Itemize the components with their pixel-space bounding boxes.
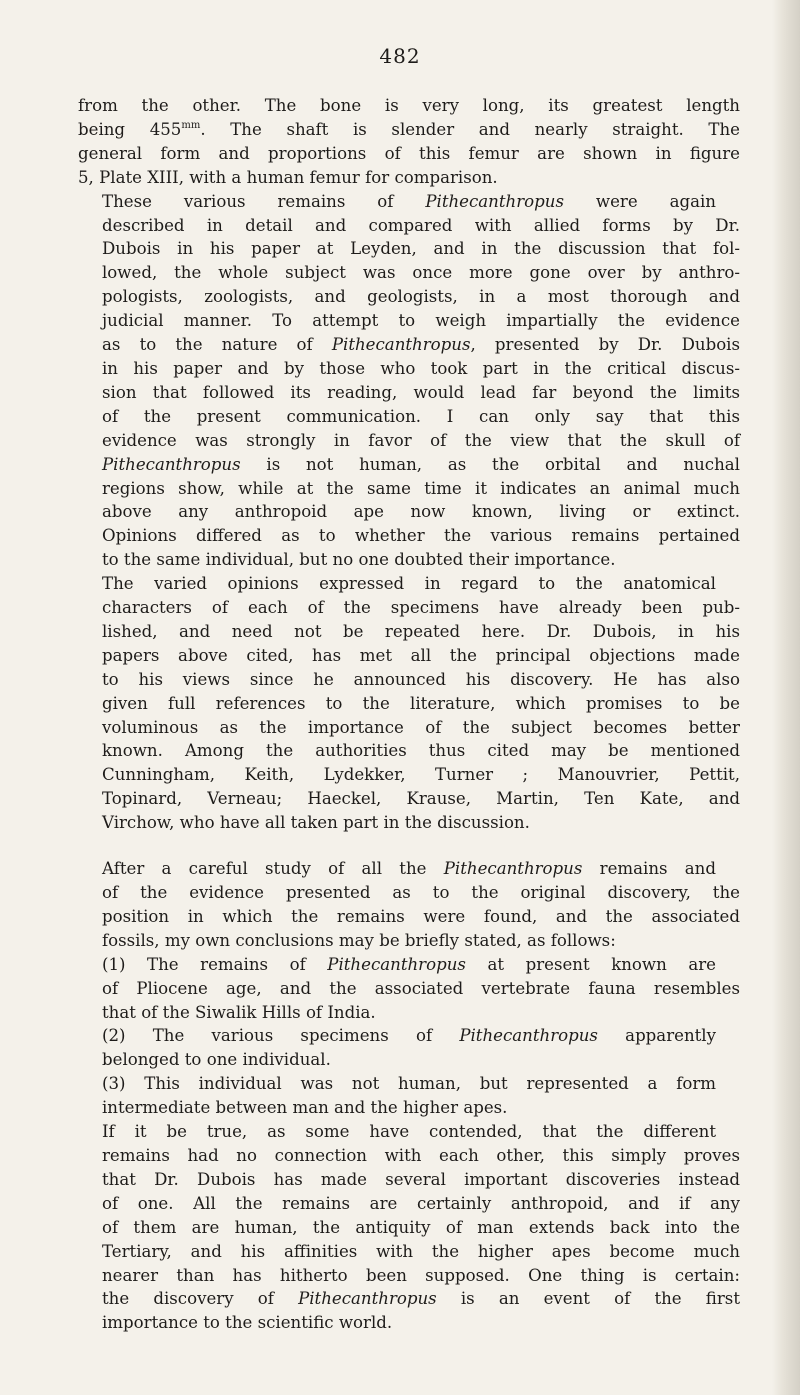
text-line: Cunningham, Keith, Lydekker, Turner ; Manouvrier, Pettit, <box>102 765 740 785</box>
text-line: (1) The remains of Pithecanthropus at present known are <box>102 954 717 974</box>
text-line: being $455^{mm}$. The shaft is slender and nearly straight. The <box>78 119 740 139</box>
body-text <box>78 94 740 1335</box>
text-line: papers above cited, has met all the principal objections made <box>102 645 740 665</box>
text-line: as to the nature of Pithecanthropus, presented by Dr. Dubois <box>102 335 741 355</box>
text-line: position in which the remains were found, and the associated <box>102 906 740 926</box>
text-line: intermediate between man and the higher apes. <box>102 1098 508 1118</box>
paragraph-conclusions-intro <box>78 857 740 953</box>
text-line: voluminous as the importance of the subject becomes better <box>102 717 740 737</box>
text-line: If it be true, as some have contended, that the different <box>102 1122 716 1142</box>
text-line: fossils, my own conclusions may be briefly stated, as follows: <box>102 930 616 950</box>
paragraph-conclusion-2 <box>78 1024 740 1072</box>
text-line: pologists, zoologists, and geologists, in a most thorough and <box>102 287 740 307</box>
text-line: of Pliocene age, and the associated vertebrate fauna resembles <box>102 978 740 998</box>
text-line: known. Among the authorities thus cited may be mentioned <box>102 741 740 761</box>
text-line: that Dr. Dubois has made several important discoveries instead <box>102 1169 740 1189</box>
paragraph-opinions <box>78 572 740 835</box>
text-line: remains had no connection with each other, this simply proves <box>102 1145 740 1165</box>
text-line: sion that followed its reading, would lead far beyond the limits <box>102 382 740 402</box>
text-line: Tertiary, and his affinities with the higher apes become much <box>102 1241 740 1261</box>
text-line: to the same individual, but no one doubted their importance. <box>102 550 616 570</box>
text-line: Topinard, Verneau; Haeckel, Krause, Martin, Ten Kate, and <box>102 789 740 809</box>
page-edge-shadow <box>772 0 800 1395</box>
paragraph-femur <box>78 94 740 190</box>
text-line: The varied opinions expressed in regard to the anatomical <box>102 574 716 594</box>
text-line: Opinions differed as to whether the various remains pertained <box>102 526 740 546</box>
text-line: of one. All the remains are certainly anthropoid, and if any <box>102 1193 740 1213</box>
text-line: above any anthropoid ape now known, living or extinct. <box>102 502 740 522</box>
text-line: evidence was strongly in favor of the view that the skull of <box>102 430 740 450</box>
page-number: 482 <box>379 44 421 68</box>
text-line: the discovery of Pithecanthropus is an event of the first <box>102 1289 740 1309</box>
text-line: given full references to the literature, which promises to be <box>102 693 740 713</box>
text-line: lowed, the whole subject was once more gone over by anthro- <box>102 263 740 283</box>
text-line: of the evidence presented as to the original discovery, the <box>102 883 740 902</box>
text-line: Virchow, who have all taken part in the discussion. <box>102 813 530 833</box>
text-line: that of the Siwalik Hills of India. <box>102 1002 376 1022</box>
paragraph-conclusion-1 <box>78 953 740 1025</box>
paragraph-final <box>78 1120 740 1335</box>
text-line: regions show, while at the same time it indicates an animal much <box>102 478 740 498</box>
text-line: from the other. The bone is very long, its greatest length <box>78 96 740 115</box>
text-line: (2) The various specimens of Pithecanthropus apparently <box>102 1026 716 1046</box>
text-line: lished, and need not be repeated here. Dr. Dubois, in his <box>102 621 740 641</box>
text-line: to his views since he announced his discovery. He has also <box>102 669 740 689</box>
text-line: After a careful study of all the Pithecanthropus remains and <box>102 859 716 879</box>
text-line: characters of each of the specimens have already been pub- <box>102 598 740 618</box>
text-line: in his paper and by those who took part in the critical discus- <box>102 358 740 378</box>
text-line: judicial manner. To attempt to weigh impartially the evidence <box>102 311 740 331</box>
text-line: of them are human, the antiquity of man extends back into the <box>102 1217 740 1237</box>
text-line: These various remains of Pithecanthropus were again <box>102 191 716 211</box>
paragraph-leyden-discussion <box>78 190 740 573</box>
paragraph-conclusion-3 <box>78 1072 740 1120</box>
text-line: nearer than has hitherto been supposed. One thing is certain: <box>102 1265 740 1285</box>
text-line: Pithecanthropus is not human, as the orbital and nuchal <box>102 454 740 474</box>
text-line: described in detail and compared with allied forms by Dr. <box>102 215 740 235</box>
text-line: 5, Plate XIII, with a human femur for comparison. <box>78 167 498 187</box>
text-line: importance to the scientific world. <box>102 1313 393 1333</box>
text-line: Dubois in his paper at Leyden, and in the discussion that fol- <box>102 239 740 259</box>
text-line: of the present communication. I can only say that this <box>102 406 740 426</box>
text-line: belonged to one individual. <box>102 1050 331 1070</box>
text-line: general form and proportions of this femur are shown in figure <box>78 143 740 163</box>
text-line: (3) This individual was not human, but represented a form <box>102 1074 716 1094</box>
